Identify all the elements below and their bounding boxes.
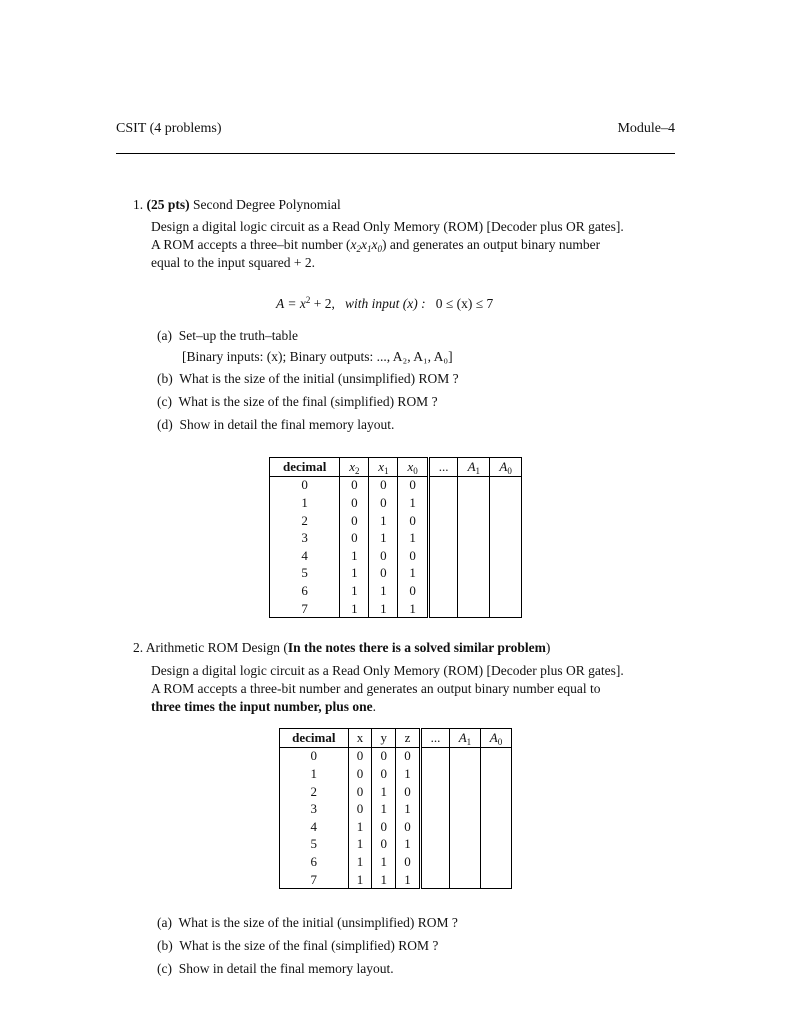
table-cell — [449, 800, 480, 818]
table-cell: 1 — [398, 565, 428, 583]
table-cell — [490, 547, 522, 565]
problem1-desc-line3: equal to the input squared + 2. — [151, 255, 315, 270]
table-cell — [428, 547, 458, 565]
table-cell — [490, 582, 522, 600]
table-cell: 1 — [372, 783, 396, 801]
table-cell: 0 — [398, 512, 428, 530]
table-row — [280, 783, 512, 801]
table-cell: 1 — [396, 765, 421, 783]
table-cell: 0 — [340, 529, 369, 547]
problem1-number: 1. — [133, 197, 144, 212]
table-header-cell: ... — [428, 458, 458, 477]
table-cell: 7 — [270, 600, 340, 618]
table-header-cell: decimal — [270, 458, 340, 477]
table-cell — [428, 476, 458, 494]
table-cell: 1 — [340, 582, 369, 600]
table-header-cell: z — [396, 729, 421, 748]
problem1-item-b: (b) What is the size of the initial (unsimplified) ROM ? — [157, 371, 459, 386]
table-header-cell: $x_2$ — [340, 458, 369, 477]
table-row — [270, 600, 522, 618]
table-cell: 1 — [369, 582, 398, 600]
table-row — [270, 476, 522, 494]
table-cell — [458, 529, 490, 547]
table-header-cell: $A_1$ — [458, 458, 490, 477]
table-cell: 0 — [348, 747, 372, 765]
table-cell — [428, 565, 458, 583]
problem2-number: 2. — [133, 640, 144, 655]
table-cell — [421, 765, 450, 783]
table-cell: 0 — [396, 783, 421, 801]
table-cell — [458, 600, 490, 618]
table-cell: 0 — [372, 765, 396, 783]
table-row — [280, 747, 512, 765]
table-cell — [449, 747, 480, 765]
table-cell: 1 — [270, 494, 340, 512]
table-row — [280, 765, 512, 783]
problem1-heading — [133, 196, 341, 214]
table-cell — [421, 836, 450, 854]
table-cell — [480, 783, 511, 801]
problem2-item-b: (b) What is the size of the final (simplified) ROM ? — [157, 938, 439, 953]
table-cell: 0 — [398, 476, 428, 494]
table-cell: 1 — [398, 600, 428, 618]
problem2-truth-table — [279, 728, 512, 889]
table-cell: 5 — [280, 836, 349, 854]
table-row — [270, 582, 522, 600]
table-cell — [480, 818, 511, 836]
table-cell: 6 — [280, 853, 349, 871]
table-cell: 0 — [280, 747, 349, 765]
table-cell: 1 — [398, 494, 428, 512]
table-cell — [458, 512, 490, 530]
table-cell: 2 — [280, 783, 349, 801]
table-row — [280, 818, 512, 836]
table-cell: 1 — [396, 836, 421, 854]
table-cell: 0 — [369, 476, 398, 494]
table-cell: 1 — [340, 600, 369, 618]
header-right: Module–4 — [617, 121, 675, 136]
table-cell: 1 — [372, 853, 396, 871]
table-cell: 0 — [396, 747, 421, 765]
table-cell — [458, 494, 490, 512]
problem1-truth-table — [269, 457, 522, 618]
table-cell: 3 — [280, 800, 349, 818]
problem2-heading: 2. Arithmetic ROM Design (In the notes there is a solved similar problem) — [133, 640, 551, 655]
table-cell: 0 — [372, 836, 396, 854]
table-row — [270, 512, 522, 530]
table-row — [280, 800, 512, 818]
table-cell: 1 — [340, 547, 369, 565]
table-row — [270, 529, 522, 547]
table-cell: 1 — [280, 765, 349, 783]
table-cell: 0 — [369, 494, 398, 512]
table-row — [270, 547, 522, 565]
table-cell: 0 — [396, 818, 421, 836]
table-cell: 0 — [398, 582, 428, 600]
table-cell — [428, 529, 458, 547]
table-header-cell: y — [372, 729, 396, 748]
table-cell — [421, 871, 450, 889]
table-cell: 1 — [372, 800, 396, 818]
problem1-item-d: (d) Show in detail the final memory layout. — [157, 417, 395, 432]
table-cell — [428, 494, 458, 512]
table-row — [270, 565, 522, 583]
table-cell — [421, 747, 450, 765]
table-cell — [428, 600, 458, 618]
table-cell: 0 — [340, 476, 369, 494]
table-cell: 1 — [372, 871, 396, 889]
table-cell — [490, 600, 522, 618]
table-cell — [421, 800, 450, 818]
table-header-cell: $A_1$ — [449, 729, 480, 748]
table-cell: 0 — [398, 547, 428, 565]
table-cell: 4 — [280, 818, 349, 836]
table-cell — [490, 494, 522, 512]
table-header-cell: $A_0$ — [490, 458, 522, 477]
table-cell — [480, 765, 511, 783]
table-cell: 1 — [348, 853, 372, 871]
table-cell: 1 — [348, 836, 372, 854]
table-header-cell: decimal — [280, 729, 349, 748]
problem1-item-a: (a) Set–up the truth–table — [157, 328, 298, 343]
table-cell — [449, 818, 480, 836]
table-cell — [480, 800, 511, 818]
table-cell — [458, 476, 490, 494]
table-cell — [449, 783, 480, 801]
table-cell: 2 — [270, 512, 340, 530]
table-cell — [458, 565, 490, 583]
table-cell: 1 — [369, 512, 398, 530]
table-cell: 6 — [270, 582, 340, 600]
table-cell: 0 — [372, 747, 396, 765]
table-cell: 0 — [369, 565, 398, 583]
table-cell — [458, 547, 490, 565]
header-rule — [116, 153, 675, 154]
table-cell — [490, 529, 522, 547]
table-cell — [490, 476, 522, 494]
table-cell: 0 — [348, 783, 372, 801]
table-cell: 4 — [270, 547, 340, 565]
header-left: CSIT (4 problems) — [116, 121, 222, 136]
table-cell: 0 — [348, 765, 372, 783]
problem2-desc-line1: Design a digital logic circuit as a Read Only Memory (ROM) [Decoder plus OR gates]. — [151, 663, 624, 678]
table-cell: 1 — [396, 800, 421, 818]
problem1-item-c: (c) What is the size of the final (simplified) ROM ? — [157, 394, 438, 409]
table-cell: 1 — [396, 871, 421, 889]
table-cell: 1 — [398, 529, 428, 547]
table-row — [270, 494, 522, 512]
problem2-title-bold: In the notes there is a solved similar problem — [287, 640, 546, 655]
problem1-item-a-detail: [Binary inputs: (x); Binary outputs: ..., A₂, A₁, A₀] — [182, 349, 453, 364]
problem2-item-c: (c) Show in detail the final memory layout. — [157, 961, 394, 976]
table-cell: 7 — [280, 871, 349, 889]
table-row — [280, 871, 512, 889]
table-cell: 1 — [369, 529, 398, 547]
table-cell — [490, 512, 522, 530]
table-cell — [421, 853, 450, 871]
table-cell — [428, 582, 458, 600]
table-header-cell: $x_0$ — [398, 458, 428, 477]
problem1-points: (25 pts) — [146, 197, 190, 212]
table-cell — [458, 582, 490, 600]
table-header-row — [270, 458, 522, 477]
table-header-cell: $A_0$ — [480, 729, 511, 748]
table-cell: 0 — [369, 547, 398, 565]
problem2-desc-line3: three times the input number, plus one. — [151, 699, 377, 714]
table-cell: 5 — [270, 565, 340, 583]
table-cell — [480, 853, 511, 871]
problem2-item-a: (a) What is the size of the initial (unsimplified) ROM ? — [157, 915, 458, 930]
table-cell: 3 — [270, 529, 340, 547]
table-cell — [449, 836, 480, 854]
table-cell — [449, 765, 480, 783]
problem1-desc-line2: A ROM accepts a three–bit number $(x_2x_1x_0)$ and generates an output binary number — [151, 237, 601, 254]
table-header-cell: x — [348, 729, 372, 748]
problem1-desc-line1: Design a digital logic circuit as a Read Only Memory (ROM) [Decoder plus OR gates]. — [151, 219, 624, 234]
table-cell: 0 — [340, 494, 369, 512]
table-header-cell: $x_1$ — [369, 458, 398, 477]
table-row — [280, 853, 512, 871]
table-cell: 0 — [270, 476, 340, 494]
table-row — [280, 836, 512, 854]
table-cell — [421, 783, 450, 801]
table-cell — [428, 512, 458, 530]
problem1-title: Second Degree Polynomial — [193, 197, 341, 212]
table-header-row — [280, 729, 512, 748]
table-cell — [480, 836, 511, 854]
problem1-description — [151, 218, 679, 272]
problem2-desc-line2: A ROM accepts a three-bit number and generates an output binary number equal to — [151, 681, 601, 696]
table-cell: 1 — [348, 871, 372, 889]
table-cell: 0 — [340, 512, 369, 530]
table-cell: 0 — [372, 818, 396, 836]
table-cell — [449, 871, 480, 889]
table-cell: 0 — [396, 853, 421, 871]
table-cell: 0 — [348, 800, 372, 818]
table-cell: 1 — [369, 600, 398, 618]
table-cell: 1 — [340, 565, 369, 583]
table-cell — [449, 853, 480, 871]
table-cell — [480, 747, 511, 765]
problem1-formula: $A = x^2 + 2$, with input (x) : 0 ≤ (x) ≤ 7 — [276, 295, 494, 311]
table-cell — [490, 565, 522, 583]
table-header-cell: ... — [421, 729, 450, 748]
table-cell: 1 — [348, 818, 372, 836]
table-cell — [421, 818, 450, 836]
table-cell — [480, 871, 511, 889]
problem2-description — [151, 662, 679, 716]
